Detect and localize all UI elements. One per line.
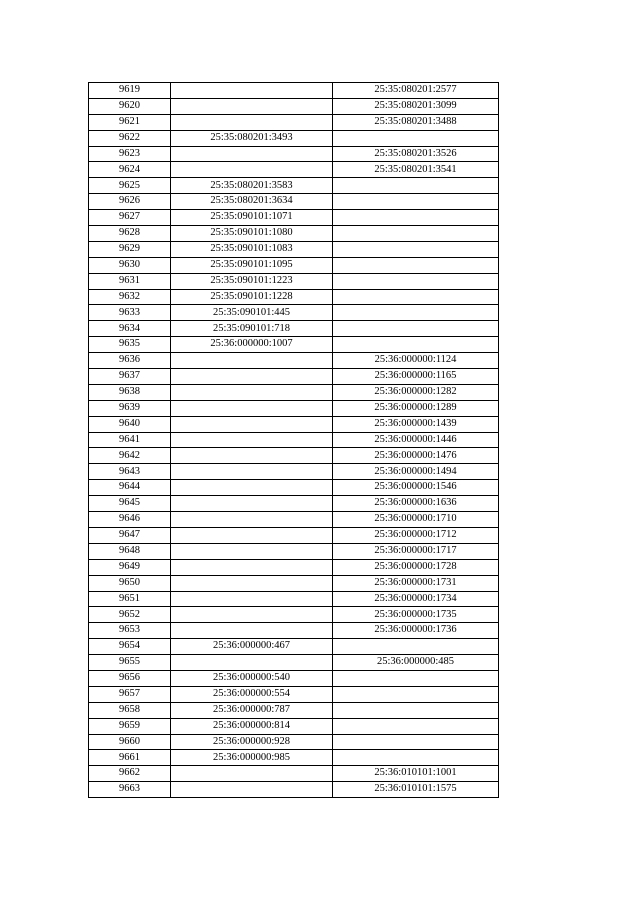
cadastral-number-cell-right: 25:36:000000:1439 (333, 416, 499, 432)
table-row (89, 416, 499, 432)
cadastral-number-cell-right (333, 321, 499, 337)
cadastral-number-cell-right: 25:36:000000:1712 (333, 527, 499, 543)
table-row (89, 98, 499, 114)
cadastral-number-cell-left: 25:36:000000:540 (171, 670, 333, 686)
table-row (89, 527, 499, 543)
cadastral-number-cell-left: 25:36:000000:985 (171, 750, 333, 766)
cadastral-number-cell-right: 25:35:080201:3526 (333, 146, 499, 162)
row-number-cell: 9641 (89, 432, 171, 448)
row-number-cell: 9632 (89, 289, 171, 305)
cadastral-number-cell-right: 25:36:000000:1736 (333, 623, 499, 639)
row-number-cell: 9627 (89, 210, 171, 226)
row-number-cell: 9625 (89, 178, 171, 194)
row-number-cell: 9662 (89, 766, 171, 782)
cadastral-number-cell-right: 25:35:080201:2577 (333, 83, 499, 99)
table-row (89, 384, 499, 400)
table-row (89, 400, 499, 416)
table-row (89, 146, 499, 162)
cadastral-number-cell-left (171, 591, 333, 607)
cadastral-number-cell-right: 25:36:000000:1546 (333, 480, 499, 496)
cadastral-number-cell-left (171, 559, 333, 575)
cadastral-number-cell-left (171, 400, 333, 416)
table-row (89, 353, 499, 369)
cadastral-number-cell-left: 25:36:000000:928 (171, 734, 333, 750)
row-number-cell: 9635 (89, 337, 171, 353)
cadastral-number-cell-right (333, 226, 499, 242)
table-row (89, 162, 499, 178)
table-row (89, 114, 499, 130)
cadastral-number-cell-right: 25:36:010101:1001 (333, 766, 499, 782)
cadastral-number-cell-right: 25:36:000000:1717 (333, 543, 499, 559)
cadastral-number-cell-right: 25:36:010101:1575 (333, 782, 499, 798)
cadastral-number-cell-left: 25:35:090101:718 (171, 321, 333, 337)
cadastral-number-cell-left: 25:35:080201:3634 (171, 194, 333, 210)
row-number-cell: 9640 (89, 416, 171, 432)
table-row (89, 337, 499, 353)
cadastral-number-cell-right: 25:36:000000:1710 (333, 512, 499, 528)
table-row (89, 432, 499, 448)
cadastral-number-cell-right (333, 257, 499, 273)
cadastral-number-cell-left (171, 782, 333, 798)
cadastral-number-cell-left (171, 575, 333, 591)
cadastral-number-cell-left: 25:35:090101:1083 (171, 241, 333, 257)
row-number-cell: 9638 (89, 384, 171, 400)
cadastral-number-cell-left: 25:35:090101:1223 (171, 273, 333, 289)
table-row (89, 750, 499, 766)
table-row (89, 607, 499, 623)
table-row (89, 273, 499, 289)
table-row (89, 623, 499, 639)
table-row (89, 210, 499, 226)
cadastral-number-cell-right (333, 130, 499, 146)
table-row (89, 718, 499, 734)
row-number-cell: 9642 (89, 448, 171, 464)
cadastral-number-cell-right: 25:35:080201:3541 (333, 162, 499, 178)
table-row (89, 543, 499, 559)
row-number-cell: 9646 (89, 512, 171, 528)
row-number-cell: 9639 (89, 400, 171, 416)
cadastral-number-cell-right: 25:36:000000:1731 (333, 575, 499, 591)
row-number-cell: 9629 (89, 241, 171, 257)
cadastral-number-cell-left: 25:35:090101:1071 (171, 210, 333, 226)
cadastral-number-cell-right (333, 241, 499, 257)
table-row (89, 480, 499, 496)
cadastral-number-cell-right: 25:36:000000:1494 (333, 464, 499, 480)
table-row (89, 734, 499, 750)
cadastral-number-cell-left: 25:36:000000:554 (171, 686, 333, 702)
cadastral-number-cell-left (171, 527, 333, 543)
cadastral-number-cell-left (171, 512, 333, 528)
row-number-cell: 9623 (89, 146, 171, 162)
table-row (89, 289, 499, 305)
row-number-cell: 9654 (89, 639, 171, 655)
table-row (89, 464, 499, 480)
cadastral-number-cell-right: 25:36:000000:1728 (333, 559, 499, 575)
table-row (89, 448, 499, 464)
row-number-cell: 9659 (89, 718, 171, 734)
cadastral-number-cell-right: 25:36:000000:1165 (333, 369, 499, 385)
table-body (89, 83, 499, 798)
row-number-cell: 9647 (89, 527, 171, 543)
table-row (89, 512, 499, 528)
table-row (89, 782, 499, 798)
cadastral-number-cell-left (171, 496, 333, 512)
table-row (89, 496, 499, 512)
cadastral-number-cell-right (333, 273, 499, 289)
row-number-cell: 9631 (89, 273, 171, 289)
row-number-cell: 9619 (89, 83, 171, 99)
cadastral-number-cell-right: 25:36:000000:1289 (333, 400, 499, 416)
row-number-cell: 9620 (89, 98, 171, 114)
cadastral-number-cell-left (171, 369, 333, 385)
row-number-cell: 9663 (89, 782, 171, 798)
row-number-cell: 9650 (89, 575, 171, 591)
row-number-cell: 9644 (89, 480, 171, 496)
cadastral-number-cell-left: 25:36:000000:467 (171, 639, 333, 655)
cadastral-number-cell-left: 25:36:000000:1007 (171, 337, 333, 353)
row-number-cell: 9626 (89, 194, 171, 210)
cadastral-number-cell-left (171, 98, 333, 114)
table-row (89, 130, 499, 146)
table-row (89, 241, 499, 257)
cadastral-number-cell-right (333, 337, 499, 353)
table-row (89, 369, 499, 385)
cadastral-number-cell-left (171, 162, 333, 178)
table-row (89, 305, 499, 321)
table-row (89, 194, 499, 210)
cadastral-number-cell-right (333, 734, 499, 750)
cadastral-number-cell-right (333, 686, 499, 702)
cadastral-number-cell-left (171, 353, 333, 369)
cadastral-number-cell-left: 25:35:080201:3493 (171, 130, 333, 146)
row-number-cell: 9652 (89, 607, 171, 623)
cadastral-number-cell-right (333, 670, 499, 686)
cadastral-number-cell-left (171, 607, 333, 623)
row-number-cell: 9630 (89, 257, 171, 273)
row-number-cell: 9655 (89, 655, 171, 671)
row-number-cell: 9621 (89, 114, 171, 130)
cadastral-table (88, 82, 499, 798)
table-row (89, 83, 499, 99)
cadastral-number-cell-right: 25:35:080201:3099 (333, 98, 499, 114)
cadastral-number-cell-left (171, 448, 333, 464)
cadastral-number-cell-left: 25:35:090101:1080 (171, 226, 333, 242)
table-row (89, 559, 499, 575)
table-row (89, 670, 499, 686)
cadastral-number-cell-left: 25:35:090101:1095 (171, 257, 333, 273)
row-number-cell: 9660 (89, 734, 171, 750)
table-row (89, 655, 499, 671)
table-row (89, 686, 499, 702)
cadastral-number-cell-right (333, 305, 499, 321)
table-row (89, 226, 499, 242)
table-row (89, 702, 499, 718)
cadastral-number-cell-right: 25:36:000000:1476 (333, 448, 499, 464)
cadastral-number-cell-right: 25:36:000000:1636 (333, 496, 499, 512)
cadastral-number-cell-right: 25:36:000000:1446 (333, 432, 499, 448)
cadastral-number-cell-right (333, 639, 499, 655)
cadastral-number-cell-right (333, 702, 499, 718)
row-number-cell: 9622 (89, 130, 171, 146)
cadastral-number-cell-left (171, 655, 333, 671)
cadastral-number-cell-left (171, 480, 333, 496)
cadastral-number-cell-right (333, 210, 499, 226)
row-number-cell: 9653 (89, 623, 171, 639)
cadastral-number-cell-left (171, 416, 333, 432)
row-number-cell: 9633 (89, 305, 171, 321)
cadastral-number-cell-right: 25:36:000000:1124 (333, 353, 499, 369)
table-row (89, 257, 499, 273)
table-row (89, 178, 499, 194)
cadastral-number-cell-left (171, 543, 333, 559)
row-number-cell: 9661 (89, 750, 171, 766)
cadastral-number-cell-right (333, 194, 499, 210)
row-number-cell: 9649 (89, 559, 171, 575)
cadastral-number-cell-left: 25:35:080201:3583 (171, 178, 333, 194)
cadastral-number-cell-left: 25:36:000000:814 (171, 718, 333, 734)
row-number-cell: 9656 (89, 670, 171, 686)
cadastral-number-cell-left: 25:35:090101:1228 (171, 289, 333, 305)
cadastral-number-cell-left (171, 464, 333, 480)
row-number-cell: 9634 (89, 321, 171, 337)
row-number-cell: 9628 (89, 226, 171, 242)
cadastral-number-cell-right: 25:36:000000:485 (333, 655, 499, 671)
cadastral-number-cell-left (171, 432, 333, 448)
cadastral-number-cell-right: 25:36:000000:1734 (333, 591, 499, 607)
row-number-cell: 9648 (89, 543, 171, 559)
row-number-cell: 9658 (89, 702, 171, 718)
cadastral-number-cell-left (171, 146, 333, 162)
row-number-cell: 9643 (89, 464, 171, 480)
table-row (89, 766, 499, 782)
cadastral-number-cell-left (171, 114, 333, 130)
cadastral-number-cell-right (333, 718, 499, 734)
table-row (89, 639, 499, 655)
cadastral-number-cell-left (171, 623, 333, 639)
cadastral-number-cell-left (171, 83, 333, 99)
row-number-cell: 9624 (89, 162, 171, 178)
cadastral-number-cell-right (333, 750, 499, 766)
table-row (89, 321, 499, 337)
table-row (89, 591, 499, 607)
row-number-cell: 9637 (89, 369, 171, 385)
cadastral-number-cell-right (333, 289, 499, 305)
cadastral-number-cell-left (171, 766, 333, 782)
cadastral-number-cell-right: 25:36:000000:1282 (333, 384, 499, 400)
cadastral-number-cell-right: 25:36:000000:1735 (333, 607, 499, 623)
cadastral-number-cell-left (171, 384, 333, 400)
row-number-cell: 9645 (89, 496, 171, 512)
cadastral-number-cell-right: 25:35:080201:3488 (333, 114, 499, 130)
row-number-cell: 9636 (89, 353, 171, 369)
cadastral-number-cell-left: 25:35:090101:445 (171, 305, 333, 321)
row-number-cell: 9657 (89, 686, 171, 702)
cadastral-number-cell-left: 25:36:000000:787 (171, 702, 333, 718)
table-row (89, 575, 499, 591)
row-number-cell: 9651 (89, 591, 171, 607)
cadastral-number-cell-right (333, 178, 499, 194)
